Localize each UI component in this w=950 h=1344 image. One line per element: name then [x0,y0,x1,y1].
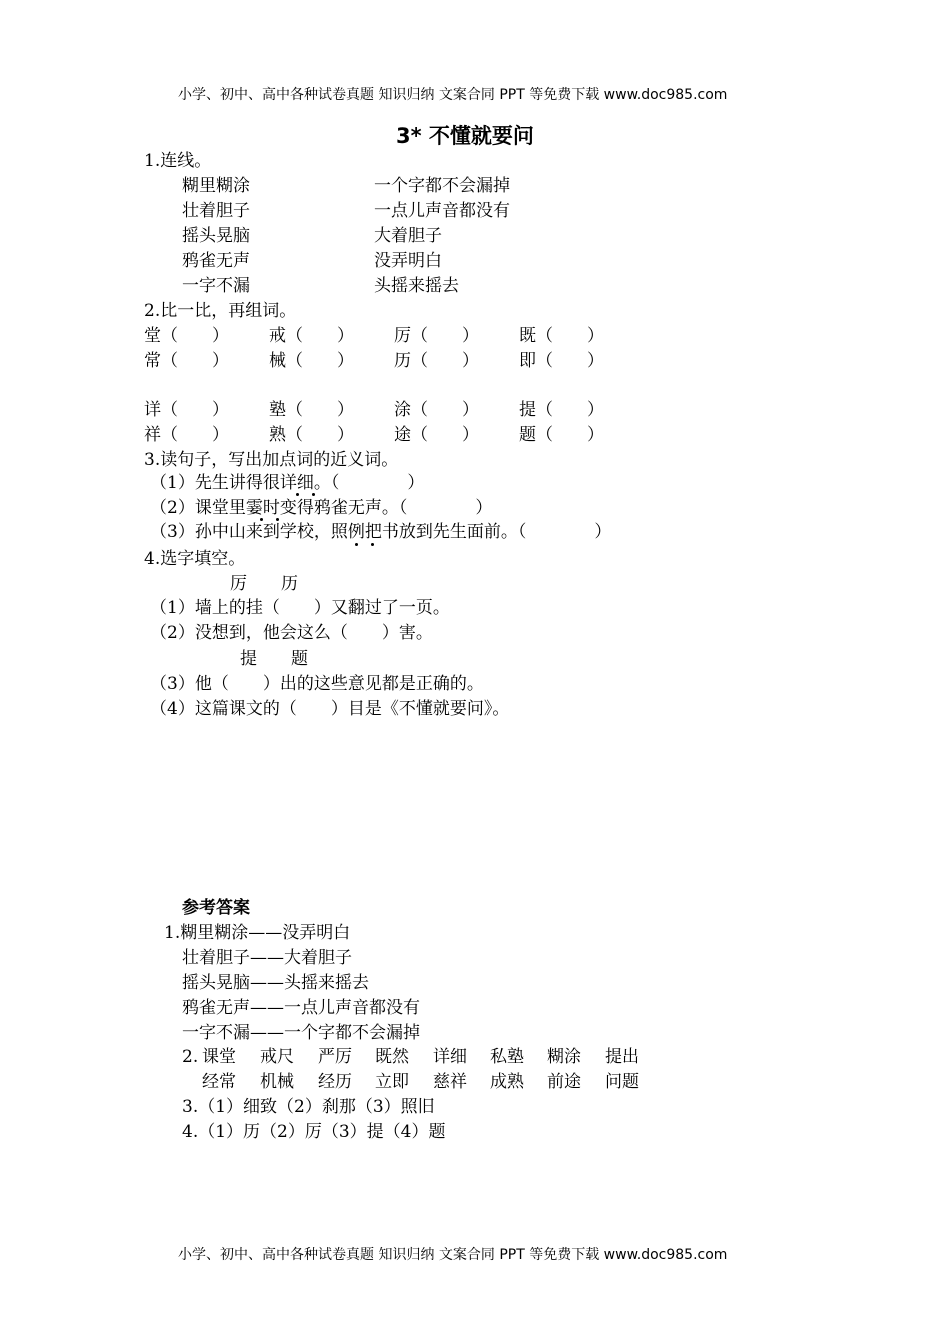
q2-cell: 即（ ） [519,351,604,371]
q2-cell: 祥（ ） [144,425,229,445]
q2-cell: 戒（ ） [269,326,354,346]
q2-cell: 涂（ ） [394,400,479,420]
q1-left-item: 摇头晃脑 [182,226,250,246]
q4-item: （4）这篇课文的（ ）目是《不懂就要问》。 [150,699,510,719]
q1-right-item: 没弄明白 [374,251,442,271]
answer-line: 摇头晃脑——头摇来摇去 [182,973,369,993]
answer-word: 立即 [375,1072,409,1092]
emphasis-dot [260,518,263,521]
q1-right-item: 大着胆子 [374,226,442,246]
q1-heading: 1.连线。 [144,151,212,171]
q2-cell: 详（ ） [144,400,229,420]
q3-item: （2）课堂里霎时变得鸦雀无声。（ ） [150,498,493,518]
q2-cell: 械（ ） [269,351,354,371]
answer-label: 2. [182,1047,199,1067]
q3-heading: 3.读句子，写出加点词的近义词。 [144,450,399,470]
q2-cell: 历（ ） [394,351,479,371]
q1-left-item: 一字不漏 [182,276,250,296]
q3-item: （3）孙中山来到学校，照例把书放到先生面前。（ ） [150,522,612,542]
q4-choice: 厉 历 [230,574,298,594]
emphasis-dot [276,518,279,521]
page-footer: 小学、初中、高中各种试卷真题 知识归纳 文案合同 PPT 等免费下载 www.doc985.com [178,1247,728,1263]
emphasis-dot [355,543,358,546]
answer-word: 问题 [605,1072,639,1092]
page-header: 小学、初中、高中各种试卷真题 知识归纳 文案合同 PPT 等免费下载 www.doc985.com [178,87,728,103]
q2-cell: 塾（ ） [269,400,354,420]
answer-line: 一字不漏——一个字都不会漏掉 [182,1023,420,1043]
answer-line: 壮着胆子——大着胆子 [182,948,352,968]
q4-heading: 4.选字填空。 [144,549,246,569]
q4-item: （3）他（ ）出的这些意见都是正确的。 [150,674,484,694]
q1-left-item: 糊里糊涂 [182,176,250,196]
answers-heading: 参考答案 [182,898,250,918]
answer-word: 前途 [547,1072,581,1092]
answer-word: 既然 [375,1047,409,1067]
answer-line: 3.（1）细致（2）刹那（3）照旧 [182,1097,435,1117]
emphasis-dot [312,493,315,496]
answer-line: 1.糊里糊涂——没弄明白 [164,923,351,943]
q2-cell: 厉（ ） [394,326,479,346]
answer-word: 戒尺 [260,1047,294,1067]
q2-cell: 常（ ） [144,351,229,371]
q1-right-item: 头摇来摇去 [374,276,459,296]
q4-item: （2）没想到，他会这么（ ）害。 [150,623,433,643]
answer-word: 私塾 [490,1047,524,1067]
answer-word: 成熟 [490,1072,524,1092]
q1-right-item: 一点儿声音都没有 [374,201,510,221]
emphasis-dot [296,493,299,496]
q2-cell: 途（ ） [394,425,479,445]
q1-left-item: 壮着胆子 [182,201,250,221]
q4-choice: 提 题 [240,649,308,669]
emphasis-dot [371,543,374,546]
q3-item: （1）先生讲得很详细。（ ） [150,473,425,493]
answer-word: 机械 [260,1072,294,1092]
q2-heading: 2.比一比，再组词。 [144,301,297,321]
q2-cell: 提（ ） [519,400,604,420]
answer-word: 提出 [605,1047,639,1067]
answer-word: 经历 [318,1072,352,1092]
answer-word: 严厉 [318,1047,352,1067]
answer-line: 4.（1）历（2）厉（3）提（4）题 [182,1122,446,1142]
answer-word: 慈祥 [433,1072,467,1092]
q1-left-item: 鸦雀无声 [182,251,250,271]
answer-word: 详细 [433,1047,467,1067]
q4-item: （1）墙上的挂（ ）又翻过了一页。 [150,598,450,618]
q2-cell: 题（ ） [519,425,604,445]
q2-cell: 堂（ ） [144,326,229,346]
q1-right-item: 一个字都不会漏掉 [374,176,510,196]
q2-cell: 既（ ） [519,326,604,346]
answer-word: 课堂 [202,1047,236,1067]
answer-word: 糊涂 [547,1047,581,1067]
answer-line: 鸦雀无声——一点儿声音都没有 [182,998,420,1018]
page-title: 3* 不懂就要问 [396,124,534,148]
answer-word: 经常 [202,1072,236,1092]
q2-cell: 熟（ ） [269,425,354,445]
